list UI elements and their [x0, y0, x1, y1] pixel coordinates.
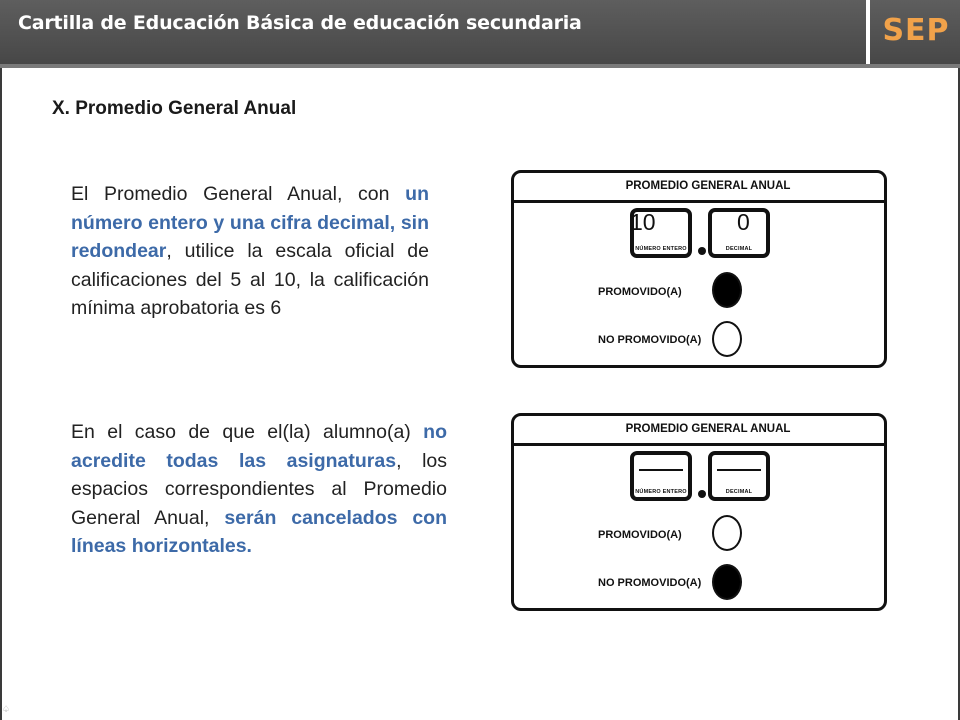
form-example-promoted	[511, 170, 887, 368]
form1-not-promoted-circle	[712, 321, 742, 357]
form2-integer-label: NÚMERO ENTERO	[635, 489, 687, 495]
form1-decimal-value: 0	[737, 209, 750, 235]
form1-promoted-circle	[712, 272, 742, 308]
paragraph1-highlight: un número entero y una cifra decimal, sin redondear	[71, 183, 429, 262]
corner-mark-icon: ♤	[2, 704, 11, 714]
header-title: Cartilla de Educación Básica de educación secundaria	[18, 12, 582, 34]
form1-decimal-label: DECIMAL	[725, 246, 753, 252]
paragraph2-text-b: , los espacios correspondientes al Promedio General Anual,	[71, 449, 447, 529]
paragraph1-text-b: , utilice la escala oficial de calificaciones del 5 al 10, la calificación mínima aprobatoria es 6	[71, 240, 429, 319]
form-example-not-promoted	[511, 413, 887, 611]
form2-not-promoted-label: NO PROMOVIDO(A)	[598, 577, 702, 589]
paragraph-cancellation-rules	[71, 418, 447, 561]
header-bar	[0, 0, 960, 64]
paragraph2-text-a: En el caso de que el(la) alumno(a)	[71, 421, 424, 443]
form2-not-promoted-circle	[712, 564, 742, 600]
sep-logo: SEP	[882, 13, 950, 48]
header-divider	[866, 0, 870, 64]
form2-integer-box	[630, 451, 692, 501]
form2-integer-cancel-line	[639, 469, 683, 471]
paragraph-average-rules	[71, 180, 429, 323]
form2-promoted-circle	[712, 515, 742, 551]
form2-decimal-point	[698, 490, 706, 498]
form2-title: PROMEDIO GENERAL ANUAL	[514, 416, 884, 446]
header-underline	[0, 64, 960, 68]
form1-decimal-point	[698, 247, 706, 255]
frame-left-border	[0, 68, 2, 720]
section-title: X. Promedio General Anual	[52, 98, 297, 119]
form2-decimal-cancel-line	[717, 469, 761, 471]
form2-decimal-label: DECIMAL	[725, 489, 753, 495]
form1-promoted-label: PROMOVIDO(A)	[598, 286, 682, 298]
paragraph1-text-a: El Promedio General Anual, con	[71, 183, 406, 205]
form2-promoted-label: PROMOVIDO(A)	[598, 529, 682, 541]
paragraph2-highlight2: serán cancelados con líneas horizontales.	[71, 506, 447, 557]
form1-not-promoted-label: NO PROMOVIDO(A)	[598, 334, 702, 346]
form1-integer-value: 10	[630, 209, 656, 235]
paragraph2-highlight1: no acredite todas las asignaturas	[71, 421, 447, 472]
form2-decimal-box	[708, 451, 770, 501]
form1-integer-label: NÚMERO ENTERO	[635, 246, 687, 252]
form1-title: PROMEDIO GENERAL ANUAL	[514, 173, 884, 203]
